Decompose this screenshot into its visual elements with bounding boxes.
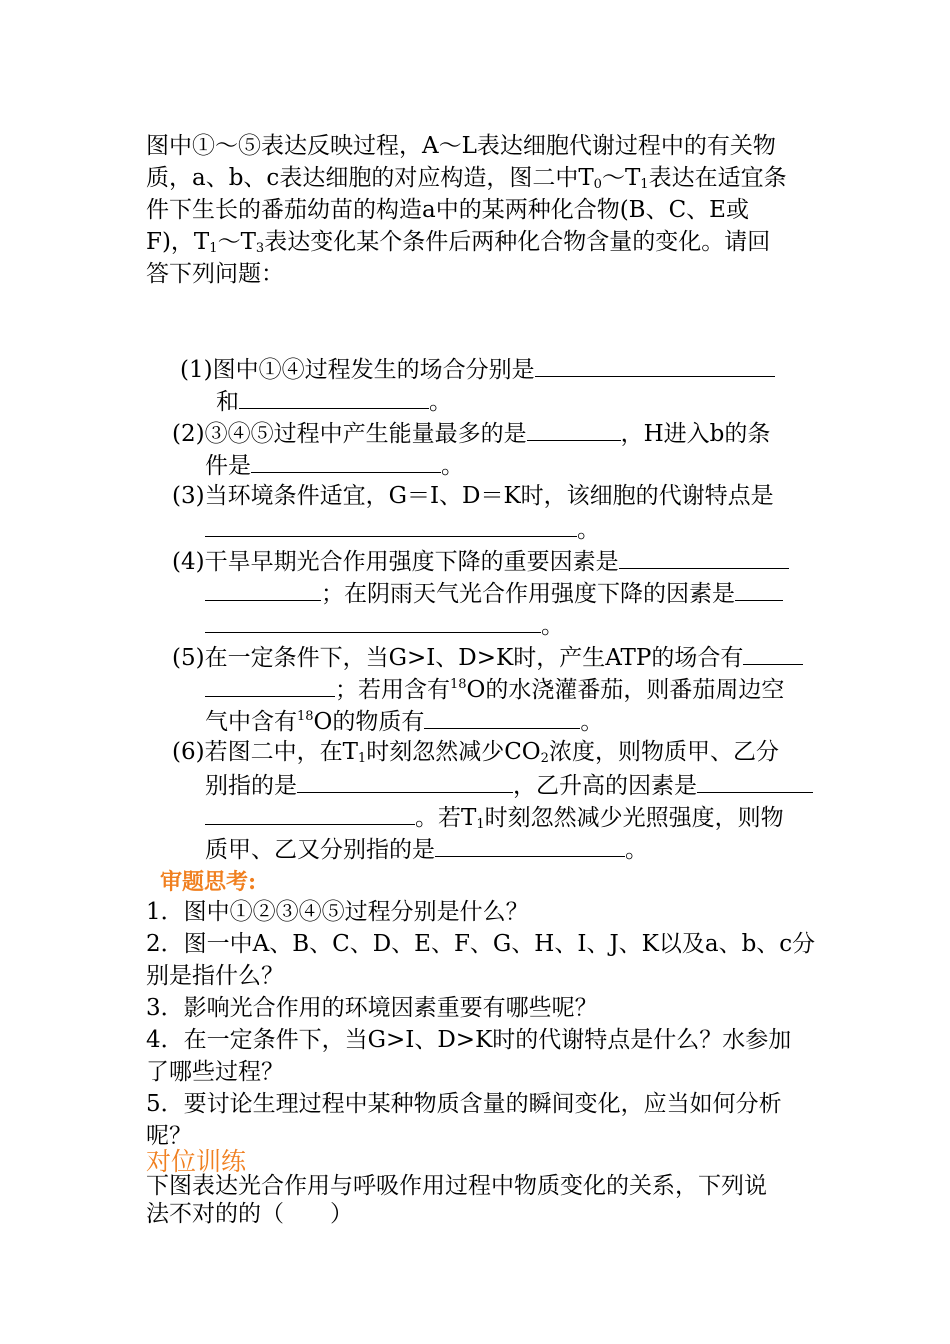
answer-blank[interactable] — [205, 672, 335, 697]
question-text: 气中含有 — [205, 709, 297, 735]
question-6 — [172, 736, 779, 768]
answer-blank[interactable] — [239, 384, 429, 409]
intro-line-1 — [146, 130, 776, 162]
superscript: 18 — [297, 709, 314, 724]
question-4-cont — [205, 576, 783, 610]
question-2-cont — [205, 448, 464, 482]
question-1 — [180, 352, 775, 386]
question-text: (3)当环境条件适宜，G＝I、D＝K时，该细胞的代谢特点是 — [172, 483, 774, 509]
answer-blank[interactable] — [205, 512, 577, 537]
question-6-cont-3 — [205, 832, 648, 866]
question-text: 。若T — [415, 805, 477, 831]
thinking-item-4-cont: 了哪些过程？ — [146, 1059, 284, 1085]
question-text: 件是 — [205, 453, 251, 479]
answer-blank[interactable] — [527, 416, 621, 441]
thinking-item-2: 2．图一中A、B、C、D、E、F、G、H、I、J、K以及a、b、c分 — [146, 931, 816, 957]
question-text: 。 — [541, 613, 564, 639]
question-1-cont — [216, 384, 452, 418]
training-heading: 对位训练 — [146, 1147, 247, 1176]
question-6-cont-2 — [205, 800, 784, 834]
question-text: ，H进入b的条 — [620, 421, 771, 447]
question-5-cont-2 — [205, 704, 603, 738]
question-text: 和 — [216, 389, 239, 415]
question-2 — [172, 416, 770, 450]
question-text: ，乙升高的因素是 — [513, 773, 697, 799]
intro-text: 质，a、b、c表达细胞的对应构造，图二中 — [146, 165, 579, 191]
question-text: (4)干旱早期光合作用强度下降的重要因素是 — [172, 549, 619, 575]
answer-blank[interactable] — [205, 608, 541, 633]
thinking-heading: 审题思考: — [160, 869, 257, 895]
question-6-cont — [205, 768, 813, 802]
question-text: 。 — [429, 389, 452, 415]
question-text: 。 — [580, 709, 604, 735]
question-text: 时刻忽然减少CO — [366, 739, 541, 765]
intro-text: 件下生长的番茄幼苗的构造a中的某两种化合物(B、C、E或 — [146, 197, 749, 223]
question-text: 。 — [625, 837, 648, 863]
intro-line-3 — [146, 194, 749, 226]
subscript: 3 — [255, 241, 265, 256]
training-question-line-2: 法不对的的（ ） — [146, 1201, 353, 1227]
question-text: 别指的是 — [205, 773, 297, 799]
thinking-item-5-cont: 呢？ — [146, 1123, 192, 1149]
intro-line-4 — [146, 226, 770, 258]
question-text: 。 — [577, 517, 600, 543]
thinking-item-3: 3．影响光合作用的环境因素重要有哪些呢？ — [146, 995, 598, 1021]
thinking-item-2-cont: 别是指什么？ — [146, 963, 284, 989]
question-text: 浓度，则物质甲、乙分 — [548, 739, 779, 765]
question-text: ；在阴雨天气光合作用强度下降的因素是 — [321, 581, 735, 607]
intro-text: ～T — [217, 229, 256, 255]
thinking-item-4: 4．在一定条件下，当G>I、D>K时的代谢特点是什么？水参加 — [146, 1027, 792, 1053]
intro-text: F)，T — [146, 229, 210, 255]
question-text: 时刻忽然减少光照强度，则物 — [484, 805, 784, 831]
superscript: 18 — [450, 677, 467, 692]
answer-blank[interactable] — [735, 576, 783, 601]
question-5-cont — [205, 672, 784, 706]
answer-blank[interactable] — [697, 768, 813, 793]
subscript: 2 — [540, 751, 549, 766]
subscript: 1 — [476, 817, 485, 832]
intro-text: ～T — [601, 165, 641, 191]
training-question-line-1: 下图表达光合作用与呼吸作用过程中物质变化的关系，下列说 — [146, 1173, 767, 1199]
question-3 — [172, 480, 774, 512]
question-5 — [172, 640, 803, 674]
subscript: 1 — [209, 241, 218, 256]
subscript: 1 — [640, 177, 649, 192]
question-text: (1)图中①④过程发生的场合分别是 — [180, 357, 535, 383]
answer-blank[interactable] — [424, 704, 580, 729]
subscript: 1 — [357, 751, 367, 766]
thinking-item-1: 1．图中①②③④⑤过程分别是什么？ — [146, 899, 529, 925]
question-text: O的水浇灌番茄，则番茄周边空 — [466, 677, 785, 703]
intro-text: 表达变化某个条件后两种化合物含量的变化。请回 — [264, 229, 771, 255]
question-3-cont — [205, 512, 600, 546]
answer-blank[interactable] — [205, 576, 321, 601]
question-4 — [172, 544, 789, 578]
intro-line-2 — [146, 162, 787, 194]
question-text: (6)若图二中，在T — [172, 739, 358, 765]
question-4-cont-2 — [205, 608, 564, 642]
question-text: (5)在一定条件下，当G>I、D>K时，产生ATP的场合有 — [172, 645, 744, 671]
answer-blank[interactable] — [251, 448, 441, 473]
question-text: 质甲、乙又分别指的是 — [205, 837, 435, 863]
answer-blank[interactable] — [205, 800, 415, 825]
intro-line-5 — [146, 258, 284, 290]
answer-blank[interactable] — [435, 832, 625, 857]
intro-text: T — [578, 165, 594, 191]
question-text: (2)③④⑤过程中产生能量最多的是 — [172, 421, 527, 447]
intro-text: 答下列问题： — [146, 261, 284, 287]
question-text: ；若用含有 — [335, 677, 450, 703]
answer-blank[interactable] — [619, 544, 789, 569]
answer-blank[interactable] — [535, 352, 775, 377]
question-text: 。 — [441, 453, 464, 479]
thinking-item-5: 5．要讨论生理过程中某种物质含量的瞬间变化，应当如何分析 — [146, 1091, 782, 1117]
intro-text: 表达在适宜条 — [648, 165, 787, 191]
question-text: O的物质有 — [313, 709, 425, 735]
answer-blank[interactable] — [297, 768, 513, 793]
subscript: 0 — [593, 177, 602, 192]
answer-blank[interactable] — [743, 640, 803, 665]
intro-text: 图中①～⑤表达反映过程，A～L表达细胞代谢过程中的有关物 — [146, 133, 776, 159]
